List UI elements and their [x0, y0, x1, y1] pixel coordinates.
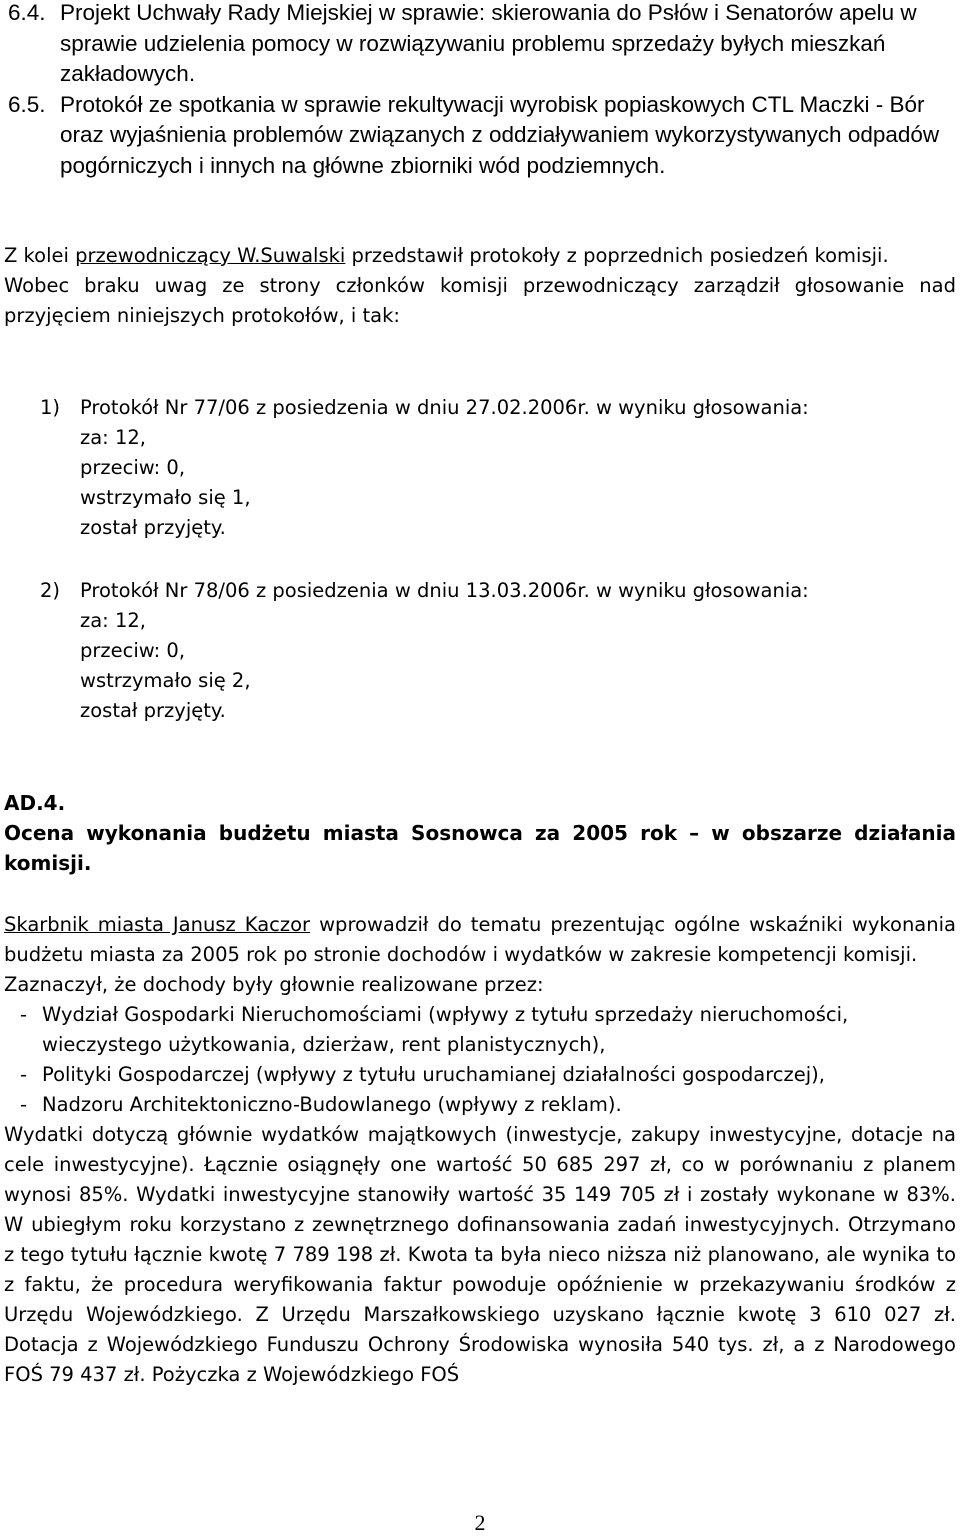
- text-fragment: Z kolei: [4, 244, 76, 267]
- vote-against: przeciw: 0,: [80, 456, 186, 479]
- text-fragment: wprowadził do tematu prezentując ogólne wskaźniki wykonania budżetu miasta za 2005 rok po stronie dochodów i wydatków w zakresie kompetencji komisji.: [4, 913, 956, 966]
- section-title: Ocena wykonania budżetu miasta Sosnowca za 2005 rok – w obszarze działania komisji.: [4, 821, 956, 875]
- vote-result: został przyjęty.: [80, 516, 226, 539]
- vote-for: za: 12,: [80, 426, 146, 449]
- agenda-item-6-5: [0, 90, 940, 182]
- page-number: 2: [474, 1510, 486, 1535]
- dash-marker: -: [20, 1063, 28, 1086]
- income-item-text: Wydział Gospodarki Nieruchomościami (wpływy z tytułu sprzedaży nieruchomości, wieczystego użytkowania, dzierżaw, rent planistycznych),: [42, 1003, 849, 1056]
- vote-number: 1): [40, 396, 61, 419]
- section-heading: [4, 788, 956, 878]
- protocols-intro: [4, 241, 956, 331]
- agenda-list: [0, 0, 940, 181]
- dash-marker: -: [20, 1003, 28, 1026]
- protocols-intro-paragraph: [4, 241, 956, 271]
- text-fragment: przedstawił protokoły z poprzednich posiedzeń komisji.: [345, 244, 889, 267]
- agenda-item-text: Protokół ze spotkania w sprawie rekultywacji wyrobisk popiaskowych CTL Maczki - Bór oraz wyjaśnienia problemów związanych z oddziaływaniem wykorzystywanych odpadów pogórniczych i innych na główne zbiorniki wód podziemnych.: [60, 91, 940, 178]
- vote-against: przeciw: 0,: [80, 639, 186, 662]
- income-lead: Zaznaczył, że dochody były głownie realizowane przez:: [4, 973, 544, 996]
- vote-title: Protokół Nr 77/06 z posiedzenia w dniu 27.02.2006r. w wyniku głosowania:: [80, 396, 809, 419]
- income-list-item: [4, 1090, 956, 1120]
- vote-number: 2): [40, 579, 61, 602]
- voting-intro-paragraph: Wobec braku uwag ze strony członków komisji przewodniczący zarządził głosowanie nad przyjęciem niniejszych protokołów, i tak:: [4, 274, 956, 327]
- budget-section: [4, 910, 956, 1390]
- agenda-item-number: 6.4.: [8, 0, 46, 25]
- vote-result: został przyjęty.: [80, 699, 226, 722]
- agenda-item-number: 6.5.: [8, 91, 46, 117]
- vote-abstained: wstrzymało się 2,: [80, 669, 251, 692]
- section-code: AD.4.: [4, 791, 66, 815]
- chairman-name: przewodniczący W.Suwalski: [75, 244, 346, 267]
- income-item-text: Polityki Gospodarczej (wpływy z tytułu uruchamianej działalności gospodarczej),: [42, 1063, 825, 1086]
- income-list-item: [4, 1000, 956, 1060]
- vote-for: za: 12,: [80, 609, 146, 632]
- agenda-item-text: Projekt Uchwały Rady Miejskiej w sprawie: skierowania do Psłów i Senatorów apelu w sprawie udzielenia pomocy w rozwiązywaniu problemu sprzedaży byłych mieszkań zakładowych.: [60, 0, 917, 86]
- agenda-item-6-4: [0, 0, 940, 90]
- income-list-item: [4, 1060, 956, 1090]
- treasurer-paragraph: [4, 910, 956, 970]
- dash-marker: -: [20, 1093, 28, 1116]
- income-item-text: Nadzoru Architektoniczno-Budowlanego (wpływy z reklam).: [42, 1093, 622, 1116]
- vote-item-1: [0, 393, 960, 543]
- vote-title: Protokół Nr 78/06 z posiedzenia w dniu 13.03.2006r. w wyniku głosowania:: [80, 579, 809, 602]
- expenses-paragraph: Wydatki dotyczą głównie wydatków majątkowych (inwestycje, zakupy inwestycyjne, dotacje na cele inwestycyjne). Łącznie osiągnęły one wartość 50 685 297 zł, co w porównaniu z planem wynosi 85%. Wydatki inwestycyjne stanowiły wartość 35 149 705 zł i zostały wykonane w 83%. W ubiegłym roku korzystano z zewnętrznego dofinansowania zadań inwestycyjnych. Otrzymano z tego tytułu łącznie kwotę 7 789 198 zł. Kwota ta była nieco niższa niż planowano, ale wynika to z faktu, że procedura weryfikowania faktur powoduje opóźnienie w przekazywaniu środków z Urzędu Wojewódzkiego. Z Urzędu Marszałkowskiego uzyskano łącznie kwotę 3 610 027 zł. Dotacja z Wojewódzkiego Funduszu Ochrony Środowiska wynosiła 540 tys. zł, a z Narodowego FOŚ 79 437 zł. Pożyczka z Wojewódzkiego FOŚ: [4, 1123, 956, 1386]
- vote-abstained: wstrzymało się 1,: [80, 486, 251, 509]
- vote-item-2: [0, 576, 960, 726]
- treasurer-name: Skarbnik miasta Janusz Kaczor: [4, 913, 311, 936]
